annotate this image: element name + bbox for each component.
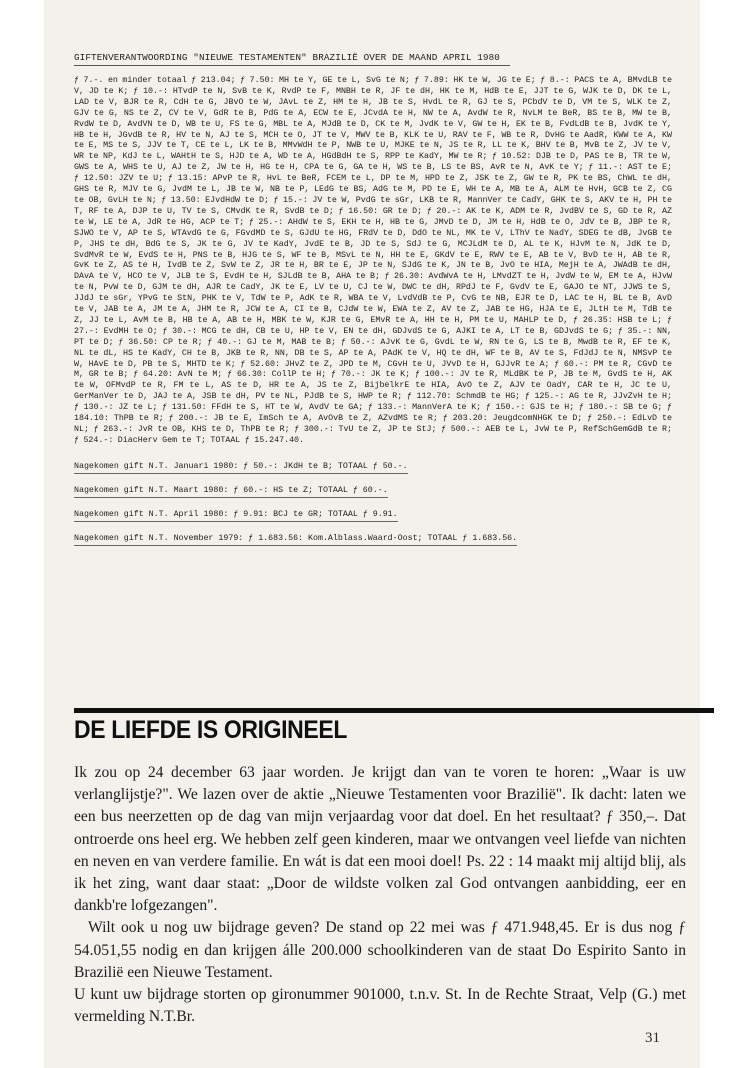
section-divider	[74, 708, 714, 713]
article-paragraph: U kunt uw bijdrage storten op gironummer 901000, t.n.v. St. In de Rechte Straat, Velp (G.) met vermelding N.T.Br.	[74, 986, 686, 1026]
ledger-body: ƒ 7.-. en minder totaal ƒ 213.04; ƒ 7.50: MH te Y, GE te L, SvG te N; ƒ 7.89: HK te W, JG te E; ƒ 8.-: PACS te A, BMvdLB te V, JD te K; ƒ 10.-: HTvdP te N, SvB te K, RvdP te F, MNBH te R, JF te dH, HK te M, HdB te E, JJT te G, WJK te D, DK te L, LAD te V, BJR te R, CdH te G, JBvO te W, JAvL te Z, HM te H, JB te S, HvdL te R, GJ te S, PCbdV te D, VM te S, WLK te Z, GJV te G, NS te Z, CV te V, GdR te B, PdG te A, ECW te E, JCvdA te H, NW te A, AvdW te R, NvLM te BeR, BS te B, MW te B, RvdW te D, AvdVN te D, WB te U, FS te G, MBL te A, MJdB te D, CK te M, JvdK te V, GW te H, EK te B, FvdLdB te B, JvdK te Y, HB te H, JGvdB te R, HV te N, AJ te S, MCH te O, JT te V, MWV te B, KLK te U, RAV te F, WB te R, DvHG te AadR, KWW te A, KW te E, MS te S, JJV te T, CE te L, LK te B, MMvWdH te P, NWB te U, MJKE te N, JS te R, LL te K, BHV te B, MvB te Z, JV te V, WR te NP, KdJ te L, WAHtH te S, HJD te A, WD te A, HGdBdH te S, RPP te KadY, MW te R; ƒ 10.52: DJB te D, PAS te B, TR te W, GWS te A, WHS te U, AJ te Z, JW te H, HG te H, CPA te G, GA te H, WS te B, LS te BS, AvR te N, AvK te Y; ƒ 11.-: AST te E; ƒ 12.50: JZV te U; ƒ 13.15: APvP te R, HvL te BeR, FCEM te L, DP te M, HPD te Z, JSK te Z, GW te R, PK te BS, ChWL te dH, GHS te R, MJV te G, JvdM te L, JB te W, NB te P, LEdG te BS, AdG te M, PD te E, WH te A, MB te A, ALM te HvH, GCB te Z, CG te OB, GvLH te N; ƒ 13.50: EJvdHdW te D; ƒ 15.-: JV te W, PvdG te sGr, LKB te R, MannVer te CadY, GHK te S, AKV te H, PH te T, RF te A, DJP te U, TV te S, CMvdK te R, SvdB te D; ƒ 16.50: GR te D; ƒ 20.-: AK te K, ADM te R, JvdBV te S, GD te R, AZ te W, LE te A, JdR te HG, ACP te T; ƒ 25.-: AHdW te S, EKH te H, HB te G, JMvD te D, JM te H, HdB te O, JdV te B, JBP te R, SJWO te V, AP te S, WTAvdG te G, FGvdMD te S, GJdU te HG, FRdV te D, DdO te NL, MK te V, LThV te NadY, SDEG te dB, JvGB te P, JHS te dH, BdG te S, JK te G, JV te KadY, JvdE te B, JD te S, SdJ te G, MCJLdM te D, AL te K, HJvM te N, JdK te D, SvdMvR te W, EvdS te H, PNS te B, HJG te S, WF te B, MSvL te N, HH te E, GKdV te E, RWV te E, AB te V, BvD te H, AB te R, GvK te Z, AS te H, IvdB te Z, SvW te Z, JR te H, BR te E, JP te N, SJdG te K, JN te B, JvO te HIA, MejH te A, JWAdB te dH, DAvA te V, HCO te V, JLB te S, EvdH te H, SJLdB te B, AHA te B; ƒ 26.30: AvdWvA te H, LMvdZT te H, JvdW te W, EM te A, HJvW te N, PvW te D, GJM te dH, AJR te CadY, JK te E, LV te U, CJ te W, DWC te dH, RPdJ te F, GvdV te E, GAJO te NT, JJWS te S, JJdJ te sGr, YPvG te StN, PHK te V, TdW te P, AdK te R, WBA te V, LvdVdB te P, CvG te NB, EJR te D, LAC te H, BL te B, AvD te V, JAB te A, JM te A, JHM te R, JCW te A, CI te B, CJdW te W, EWA te Z, AV te Z, JAB te HG, HJA te E, JLtH te M, TdB te Z, JJ te L, AvM te B, HB te A, AB te H, MBK te W, KJR te G, EMvR te A, HH te H, PM te U, MAHLP te D, ƒ 26.35: HSB te L; ƒ 27.-: EvdMH te O; ƒ 30.-: MCG te dH, CB te U, HP te V, EN te dH, GDJvdS te G, AJKI te A, LT te B, GDJvdS te G; ƒ 35.-: NN, PT te D; ƒ 36.50: CP te R; ƒ 40.-: GJ te M, MAB te B; ƒ 50.-: AJvK te G, GvdL te W, RN te G, LS te B, MwdB te R, EF te K, NL te dL, HS te KadY, CH te B, JKB te R, NN, DB te S, AP te A, PAdK te V, HQ te dH, WF te B, AV te S, FdJdJ te N, NMSvP te W, HAvE te D, PB te S, MHTD te K; ƒ 52.60: JHvZ te Z, JPD te M, CGvH te U, JVvD te H, GJJvR te A; ƒ 60.-: PM te R, CGvD te M, GR te B; ƒ 64.20: AvN te M; ƒ 66.30: CollP te H; ƒ 70.-: JK te K; ƒ 100.-: JV te R, MLdBK te P, JB te M, GvdS te H, AK te W, OFMvdP te R, FM te L, AS te D, HR te A, JS te Z, BijbelkrE te HIA, AvO te Z, AJV te OadY, CAR te H, JC te U, GerManVer te D, JAJ te A, JSB te dH, PV te NL, PJdB te S, HWP te R; ƒ 112.70: SchmdB te HG; ƒ 125.-: AG te R, JJvZvH te H; ƒ 130.-: JZ te L; ƒ 131.50: FFdH te S, HT te W, AvdV te GA; ƒ 133.-: MannVerA te K; ƒ 150.-: GJS te H; ƒ 180.-: SB te G; ƒ 184.10: ThPB te R; ƒ 200.-: JB te E, ImSch te A, AvOvB te Z, AZvdMS te R; ƒ 203.20: JeugdcomNHGK te D; ƒ 250.-: EdLvD te NL; ƒ 263.-: JvR te OB, KHS te D, ThPB te R; ƒ 300.-: TvU te Z, JP te StJ; ƒ 500.-: AEB te L, JvW te P, RefSchGemGdB te R; ƒ 524.-: DiacHerv Gem te T; TOTAAL ƒ 15.247.40.	[74, 76, 672, 445]
late-donation-line: Nagekomen gift N.T. April 1980: ƒ 9.91: BCJ te GR; TOTAAL ƒ 9.91.	[74, 509, 398, 522]
late-donation-line: Nagekomen gift N.T. November 1979: ƒ 1.683.56: Kom.Alblass.Waard-Oost; TOTAAL ƒ 1.683.56.	[74, 533, 517, 546]
article-paragraph: Ik zou op 24 december 63 jaar worden. Je krijgt dan van te voren te horen: „Waar is uw verlanglijstje?". We lazen over de aktie „Nieuwe Testamenten voor Brazilië". Ik dacht: laten we een bus neerzetten op de dag van mijn verjaardag voor dat doel. En het resultaat? ƒ 350,–. Dat ontroerde ons heel erg. We hebben zelf geen kinderen, maar we ontvangen veel liefde van nichten en neven en van verdere familie. En wát is dat een mooi doel! Ps. 22 : 14 maakt mij altijd blij, als ik het zing, want daar staat: „Door de wildste volken zal God ontvangen aanbidding, eer en dankb're lofgezangen".	[74, 764, 686, 915]
late-donations	[74, 455, 672, 551]
ledger-title: GIFTENVERANTWOORDING "NIEUWE TESTAMENTEN" BRAZILIË OVER DE MAAND APRIL 1980	[74, 52, 510, 66]
article-headline: DE LIEFDE IS ORIGINEEL	[74, 716, 348, 744]
article-paragraph: Wilt ook u nog uw bijdrage geven? De stand op 22 mei was ƒ 471.948,45. Er is dus nog ƒ 54.051,55 nodig en dan krijgen álle 200.000 schoolkinderen van de staat Do Espirito Santo in Brazilië een Nieuwe Testament.	[74, 919, 686, 981]
late-donation-line: Nagekomen gift N.T. Maart 1980: ƒ 60.-: HS te Z; TOTAAL ƒ 60.-.	[74, 485, 388, 498]
article-body	[74, 762, 686, 1028]
donation-ledger	[74, 52, 672, 551]
late-donation-line: Nagekomen gift N.T. Januari 1980: ƒ 50.-: JKdH te B; TOTAAL ƒ 50.-.	[74, 461, 408, 474]
magazine-page	[44, 0, 700, 1068]
page-number: 31	[645, 1030, 660, 1046]
